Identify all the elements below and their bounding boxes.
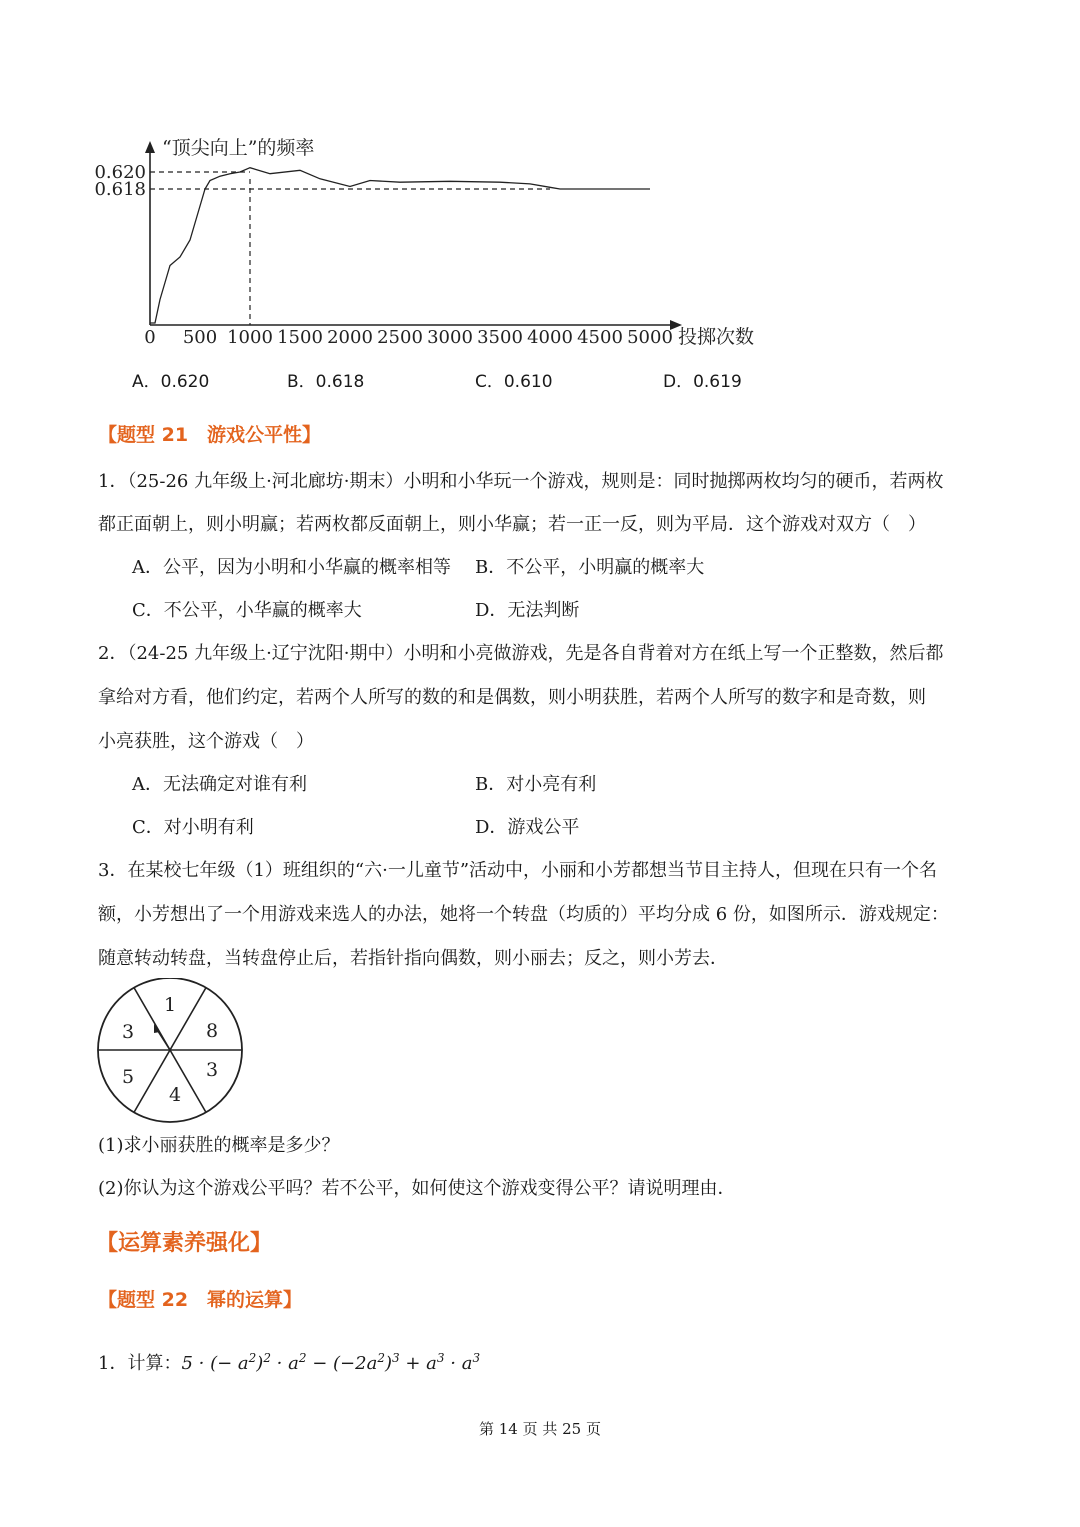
- section-22-title: 【题型 22 幂的运算】: [98, 1289, 303, 1311]
- expr-sup: 3: [392, 1351, 400, 1365]
- expr-sup: 2: [298, 1351, 307, 1365]
- x-tick-label: 500: [182, 327, 218, 348]
- q1-line2: 都正面朝上，则小明赢；若两枚都反面朝上，则小华赢；若一正一反，则为平局．这个游戏对双方（ ）: [98, 514, 926, 535]
- frequency-chart: [90, 135, 780, 355]
- expr-part: + a: [399, 1353, 437, 1374]
- expr-sup: 3: [472, 1351, 481, 1365]
- q1-option-a: A．公平，因为小明和小华赢的概率相等: [132, 557, 451, 578]
- spinner-number-lower-left: 5: [121, 1066, 135, 1088]
- prev-option-b: B．0.618: [287, 372, 365, 392]
- q2-option-a: A．无法确定对谁有利: [132, 774, 307, 795]
- q22-1: [98, 1345, 480, 1377]
- q1-option-b: B．不公平，小明赢的概率大: [475, 557, 705, 578]
- x-tick-label: 2000: [327, 327, 373, 348]
- spinner-number-upper-left: 3: [121, 1021, 135, 1043]
- q2-option-d: D．游戏公平: [475, 817, 580, 838]
- y-tick-label: 0.618: [94, 179, 146, 200]
- section-big-title: 【运算素养强化】: [96, 1231, 273, 1256]
- q22-1-expression: [181, 1353, 480, 1374]
- expr-part: ): [256, 1353, 264, 1374]
- section-21-title: 【题型 21 游戏公平性】: [98, 424, 322, 446]
- x-tick-label: 4500: [577, 327, 623, 348]
- q1-option-c: C．不公平，小华赢的概率大: [132, 600, 362, 621]
- q2-line3: 小亮获胜，这个游戏（ ）: [98, 731, 314, 752]
- expr-part: · a: [270, 1353, 299, 1374]
- q2-option-c: C．对小明有利: [132, 817, 254, 838]
- q3-line3: 随意转动转盘，当转盘停止后，若指针指向偶数，则小丽去；反之，则小芳去．: [98, 948, 728, 969]
- chart-ylabel: “顶尖向上”的频率: [162, 137, 315, 159]
- expr-part: 5 · (− a: [181, 1353, 249, 1374]
- expr-sup: 2: [248, 1351, 257, 1365]
- prev-option-d: D．0.619: [663, 372, 742, 392]
- q2-option-b: B．对小亮有利: [475, 774, 597, 795]
- expr-part: − (−2a: [306, 1353, 378, 1374]
- q22-1-prefix: 1．计算：: [98, 1353, 182, 1374]
- y-axis-arrow: [145, 141, 155, 153]
- q2-line1: 2．（24-25 九年级上·辽宁沈阳·期中）小明和小亮做游戏，先是各自背着对方在纸上写一个正整数，然后都: [98, 643, 944, 664]
- q3-line1: 3．在某校七年级（1）班组织的“六·一儿童节”活动中，小丽和小芳都想当节目主持人，但现在只有一个名: [98, 860, 938, 881]
- spinner-number-lower-right: 3: [205, 1059, 219, 1081]
- spinner-diagram: [94, 978, 246, 1124]
- x-tick-label: 5000: [627, 327, 673, 348]
- expr-part: ): [384, 1353, 392, 1374]
- spinner-pointer-head: [154, 1024, 160, 1033]
- x-tick-label: 4000: [527, 327, 573, 348]
- chart-series-line: [150, 168, 650, 323]
- expr-sup: 3: [436, 1351, 445, 1365]
- expr-sup: 2: [377, 1351, 385, 1365]
- q1-line1: 1．（25-26 九年级上·河北廊坊·期末）小明和小华玩一个游戏，规则是：同时抛掷两枚均匀的硬币，若两枚: [98, 471, 944, 492]
- expr-part: · a: [444, 1353, 473, 1374]
- q3-line2: 额，小芳想出了一个用游戏来选人的办法，她将一个转盘（均质的）平均分成 6 份，如图所示．游戏规定：: [98, 904, 949, 925]
- x-tick-label: 1000: [227, 327, 273, 348]
- q3-sub2: (2)你认为这个游戏公平吗？若不公平，如何使这个游戏变得公平？请说明理由．: [98, 1178, 736, 1199]
- chart-xlabel: 投掷次数: [678, 326, 755, 348]
- prev-option-a: A．0.620: [132, 372, 210, 392]
- y-tick-label: 0.620: [94, 162, 146, 183]
- page-footer: 第 14 页 共 25 页: [478, 1420, 601, 1438]
- spinner-number-upper-right: 8: [205, 1020, 219, 1042]
- x-tick-label: 3500: [477, 327, 523, 348]
- x-tick-label: 0: [144, 327, 156, 348]
- prev-option-c: C．0.610: [475, 372, 553, 392]
- x-tick-label: 2500: [377, 327, 423, 348]
- spinner-number-bottom: 4: [168, 1084, 182, 1106]
- q1-option-d: D．无法判断: [475, 600, 580, 621]
- q2-line2: 拿给对方看，他们约定，若两个人所写的数的和是偶数，则小明获胜，若两个人所写的数字和是奇数，则: [98, 687, 926, 708]
- x-tick-label: 3000: [427, 327, 473, 348]
- q3-sub1: (1)求小丽获胜的概率是多少？: [98, 1135, 340, 1156]
- x-tick-label: 1500: [277, 327, 323, 348]
- expr-sup: 2: [263, 1351, 271, 1365]
- spinner-number-top: 1: [163, 994, 177, 1016]
